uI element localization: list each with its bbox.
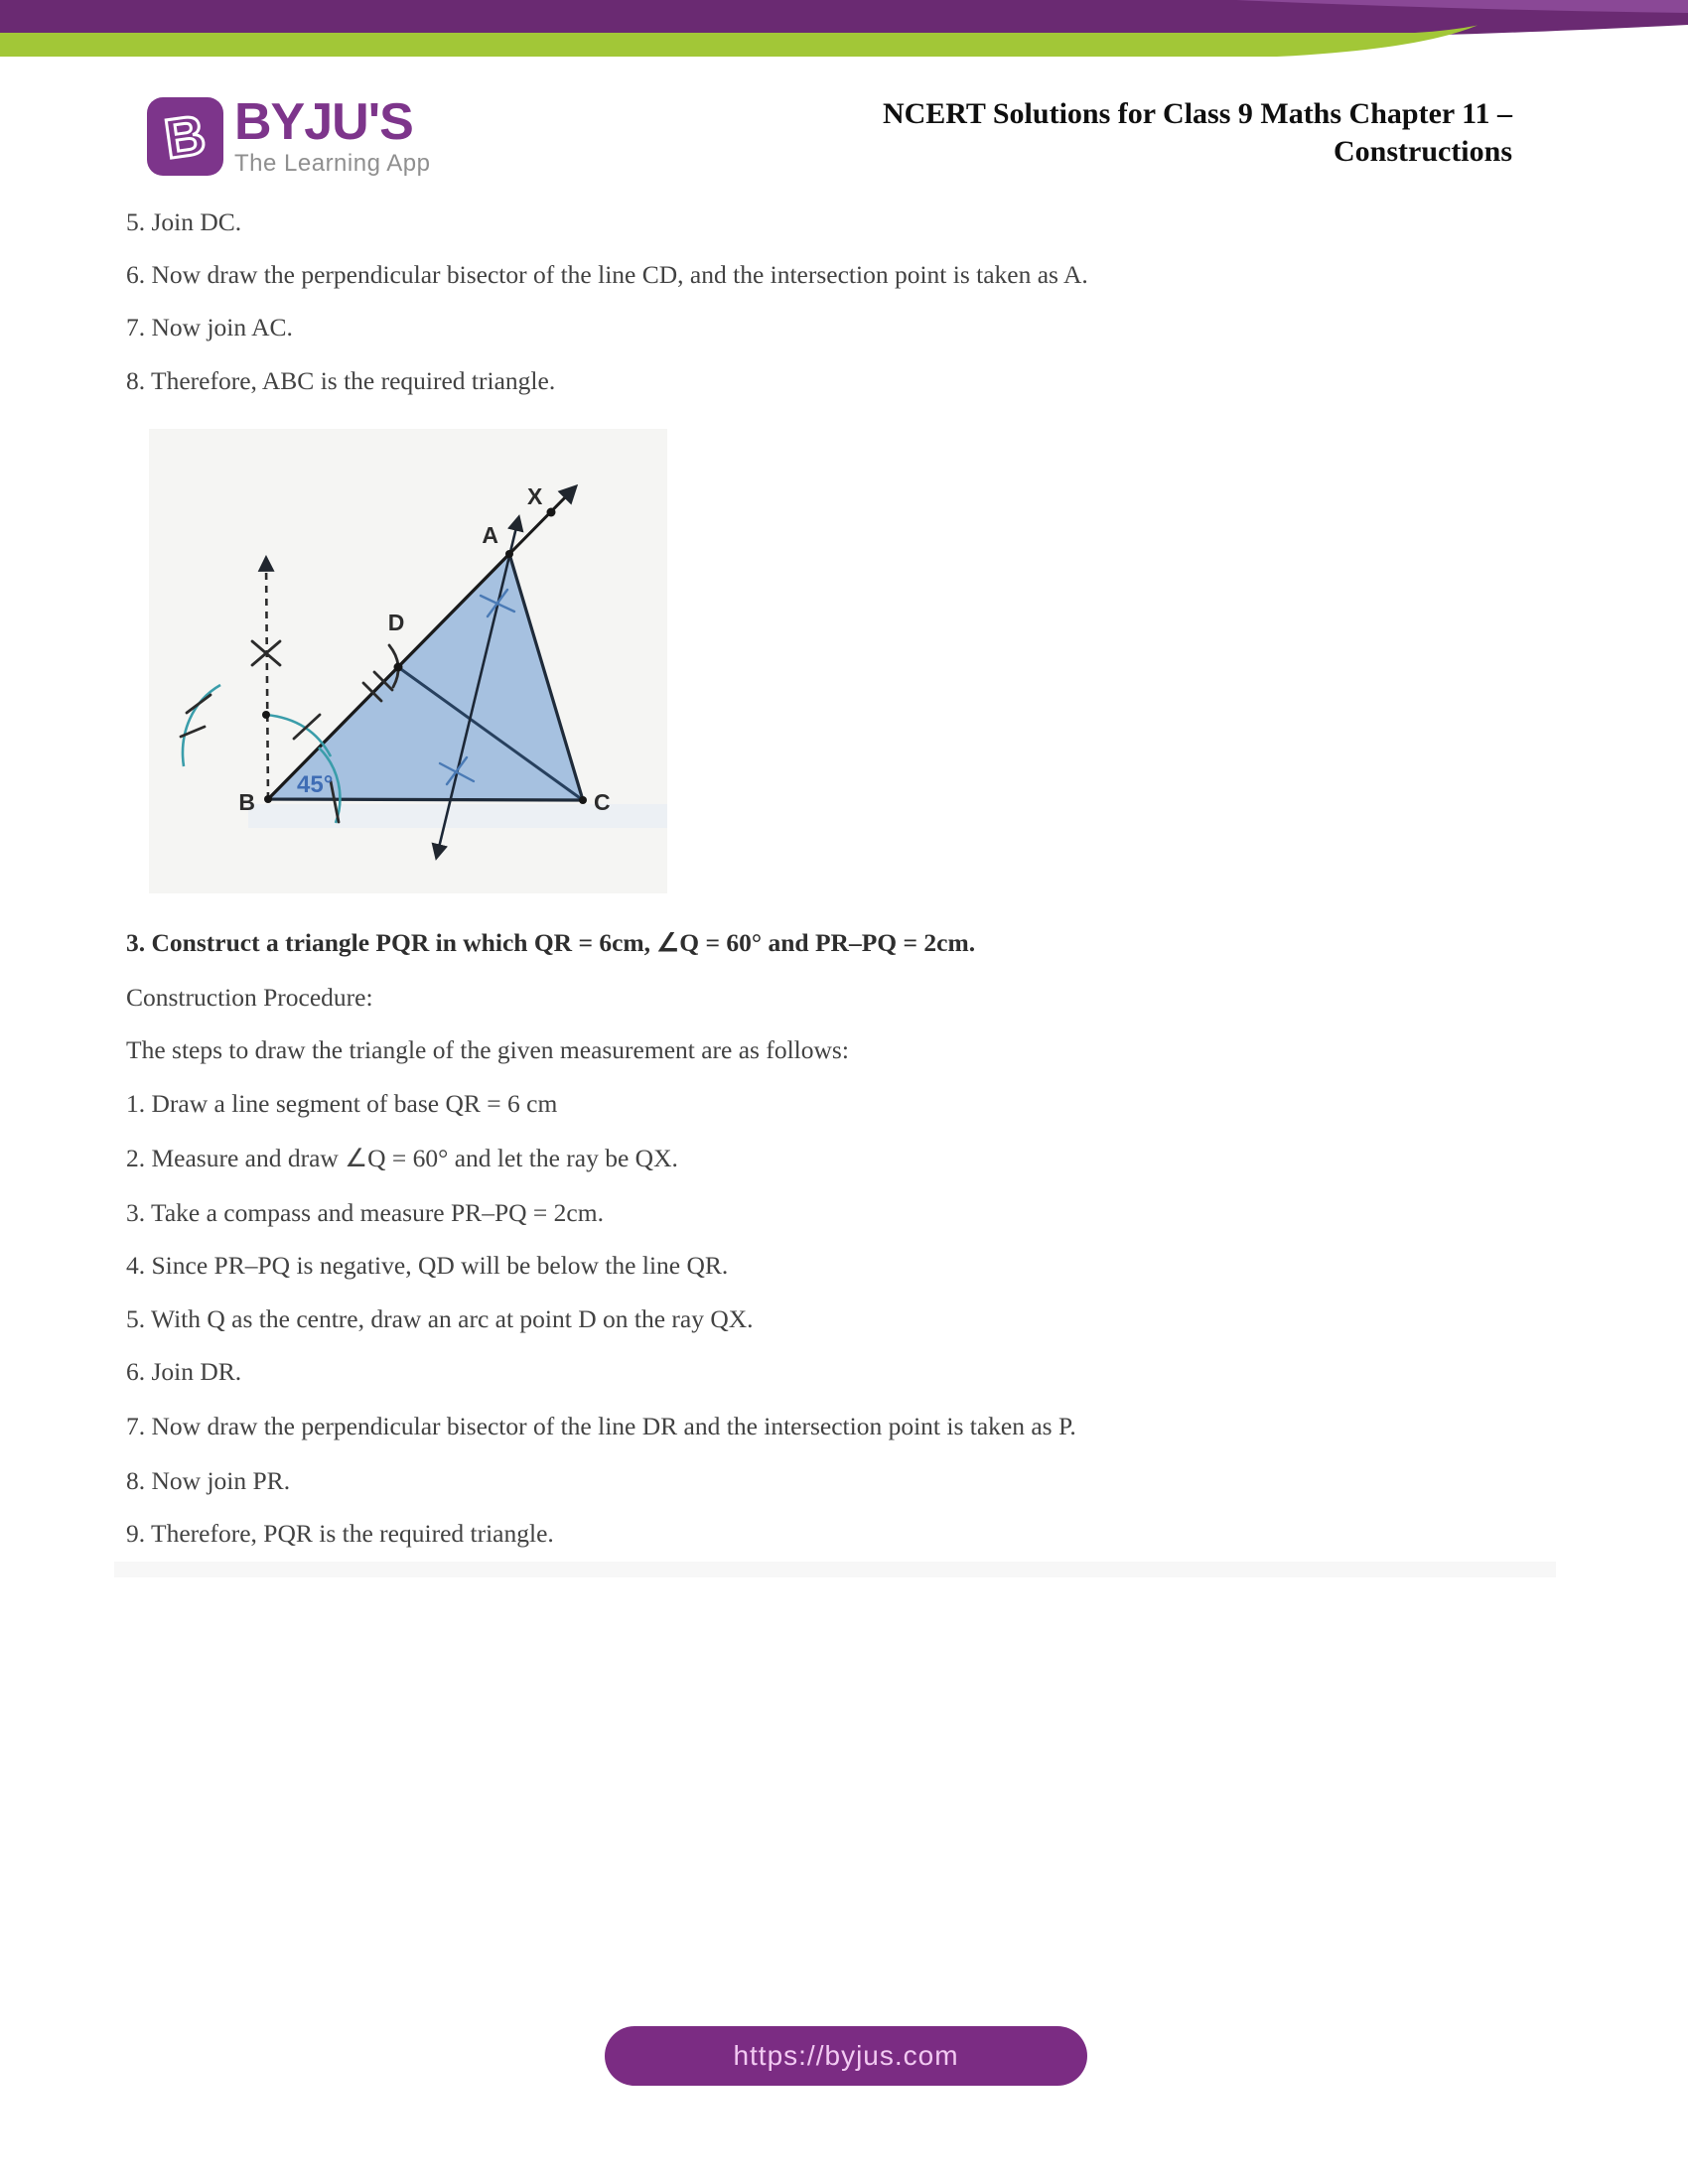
point-on-ray (547, 508, 556, 517)
step-bottom-1: 1. Draw a line segment of base QR = 6 cm (126, 1089, 558, 1118)
point-on-dashed (262, 711, 270, 719)
page-title-line2: Constructions (1333, 135, 1512, 168)
label-d: D (387, 610, 405, 635)
byjus-logo (147, 94, 445, 184)
step-bottom-2: 2. Measure and draw ∠Q = 60° and let the ray be QX. (126, 1144, 678, 1172)
label-c: C (594, 789, 611, 815)
label-a: A (482, 522, 498, 548)
procedure-label: Construction Procedure: (126, 983, 373, 1012)
procedure-intro: The steps to draw the triangle of the given measurement are as follows: (126, 1035, 849, 1064)
step-bottom-3: 3. Take a compass and measure PR–PQ = 2cm. (126, 1198, 604, 1227)
byjus-b-icon (147, 97, 223, 176)
construction-figure (149, 429, 667, 893)
step-bottom-8: 8. Now join PR. (126, 1466, 291, 1495)
step-top-7: 7. Now join AC. (126, 313, 293, 341)
question-heading: 3. Construct a triangle PQR in which QR = 6cm, ∠Q = 60° and PR–PQ = 2cm. (126, 928, 976, 957)
byjus-url-pill[interactable] (605, 2026, 1087, 2086)
step-bottom-7: 7. Now draw the perpendicular bisector of the line DR and the intersection point is taken as P. (126, 1412, 1076, 1440)
point-c (579, 796, 587, 804)
step-top-8: 8. Therefore, ABC is the required triangle. (126, 366, 556, 395)
step-bottom-4: 4. Since PR–PQ is negative, QD will be below the line QR. (126, 1251, 729, 1280)
point-d (394, 663, 403, 672)
label-b: B (238, 789, 255, 815)
step-bottom-9: 9. Therefore, PQR is the required triangle. (126, 1519, 554, 1548)
step-bottom-5: 5. With Q as the centre, draw an arc at point D on the ray QX. (126, 1304, 754, 1333)
step-bottom-6: 6. Join DR. (126, 1357, 242, 1386)
step-top-5: 5. Join DC. (126, 207, 242, 236)
label-x: X (527, 483, 543, 509)
logo-tagline: The Learning App (234, 150, 431, 177)
step-top-6: 6. Now draw the perpendicular bisector of the line CD, and the intersection point is taken as A. (126, 260, 1088, 289)
byjus-b-letter: B (161, 101, 210, 171)
page-title-line1: NCERT Solutions for Class 9 Maths Chapter 11 – (882, 97, 1512, 130)
page-title (883, 95, 1512, 171)
point-a (505, 550, 513, 558)
point-b (264, 795, 272, 803)
scan-artifact-strip (114, 1562, 1556, 1577)
logo-brand-text: BYJU'S (234, 93, 413, 151)
label-angle-45: 45° (297, 771, 334, 798)
byjus-url-text: https://byjus.com (733, 2040, 959, 2071)
